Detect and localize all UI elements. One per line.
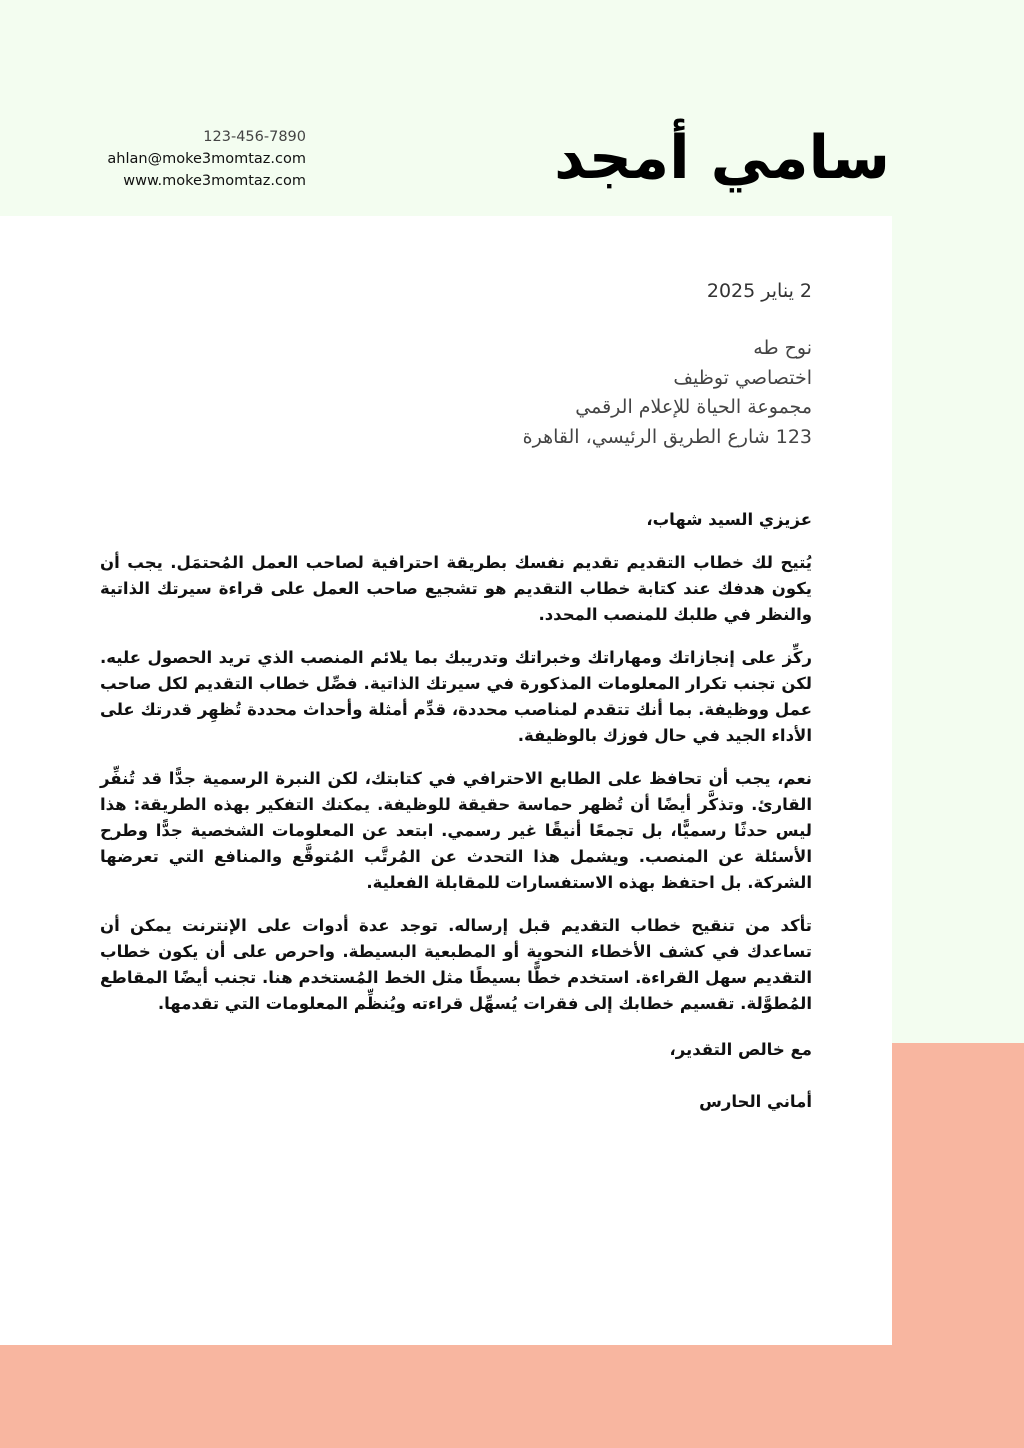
body-paragraph-3: نعم، يجب أن تحافظ على الطابع الاحترافي في كتابتك، لكن النبرة الرسمية جدًّا قد تُنفِّر القارئ. وتذكَّر أيضًا أن تُظهر حماسة حقيقة للوظيفة. يمكنك التفكير بهذه الطريقة: هذا ليس حدثًا رسميًّا، بل تجمعًا أنيقًا غير رسمي. ابتعد عن المعلومات الشخصية جدًّا وطرح الأسئلة عن المنصب. ويشمل هذا التحدث عن المُرتَّب المُتوقَّع والمنافع التي تعرضها الشركة. بل احتفظ بهذه الاستفسارات للمقابلة الفعلية.: [100, 769, 812, 892]
closing: مع خالص التقدير،: [669, 1040, 812, 1059]
contact-info: [60, 126, 306, 192]
body-paragraph-4: تأكد من تنقيح خطاب التقديم قبل إرساله. توجد عدة أدوات على الإنترنت يمكن أن تساعدك في كشف الأخطاء النحوية أو المطبعية البسيطة. واحرص على أن يكون خطاب التقديم سهل القراءة. استخدم خطًّا بسيطًا مثل الخط المُستخدم هنا. تجنب أيضًا المقاطع المُطوَّلة. تقسيم خطابك إلى فقرات يُسهِّل قراءته ويُنظِّم المعلومات التي تقدمها.: [100, 916, 812, 1013]
recipient-block: [100, 334, 812, 452]
signature: أماني الحارس: [699, 1092, 812, 1111]
recipient-company: مجموعة الحياة للإعلام الرقمي: [575, 396, 812, 418]
recipient-title: اختصاصي توظيف: [673, 366, 812, 389]
letter-content: [100, 276, 812, 1115]
accent-block-bottom: [0, 1345, 1024, 1448]
sender-phone: 123-456-7890: [203, 129, 306, 145]
body-paragraph-2: ركِّز على إنجازاتك ومهاراتك وخبراتك وتدريبك بما يلائم المنصب الذي تريد الحصول عليه. لكن تجنب تكرار المعلومات المذكورة في سيرتك الذاتية. فصِّل خطاب التقديم لكل صاحب عمل ووظيفة. بما أنك تتقدم لمناصب محددة، قدِّم أمثلة وأحداث محددة تُظهِر قدرتك على الأداء الجيد في حال فوزك بالوظيفة.: [100, 648, 812, 745]
letter-date: 2 يناير 2025: [706, 280, 812, 302]
sender-website: www.moke3momtaz.com: [123, 173, 306, 189]
sender-name: سامي أمجد: [554, 123, 890, 193]
recipient-name: نوح طه: [753, 337, 812, 359]
salutation: عزيزي السيد شهاب،: [646, 510, 812, 529]
sender-email: ahlan@moke3momtaz.com: [107, 151, 306, 167]
recipient-address: 123 شارع الطريق الرئيسي، القاهرة: [522, 425, 812, 448]
body-paragraph-1: يُتيح لك خطاب التقديم تقديم نفسك بطريقة احترافية لصاحب العمل المُحتمَل. يجب أن يكون هدفك عند كتابة خطاب التقديم هو تشجيع صاحب العمل على قراءة سيرتك الذاتية والنظر في طلبك للمنصب المحدد.: [100, 553, 812, 624]
